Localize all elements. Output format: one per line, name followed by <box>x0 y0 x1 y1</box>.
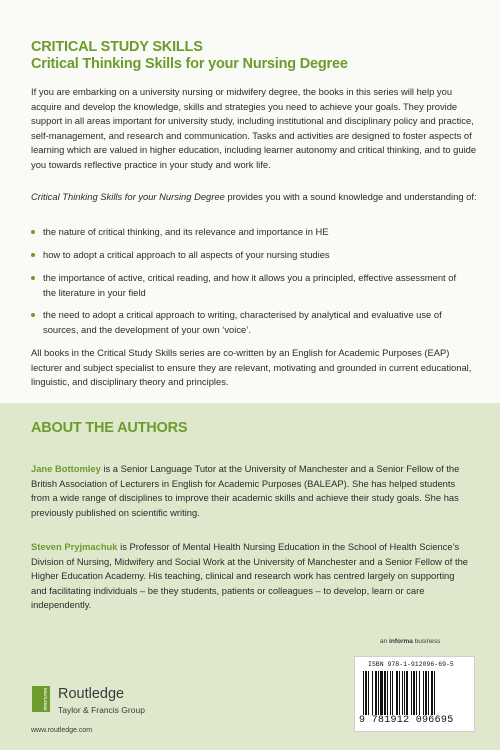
publisher-name: Routledge <box>58 686 125 702</box>
closing-paragraph: All books in the Critical Study Skills series are co-written by an English for Academic Purposes (EAP) lecturer and subject specialist to ensure they are relevant, motivating and grounded in current educational, linguistic, and disciplinary theory and principles. <box>31 347 472 387</box>
bullet-item <box>31 248 471 263</box>
informa-prefix: an <box>380 638 390 645</box>
bullet-item <box>31 308 471 337</box>
publisher-subtitle: Taylor & Francis Group <box>58 705 145 715</box>
about-heading: ABOUT THE AUTHORS <box>31 420 188 436</box>
informa-tagline <box>380 638 440 645</box>
bullet-text: the need to adopt a critical approach to writing, characterised by analytical and evaluative use of sources, and the development of your own ‘voice’. <box>43 309 442 335</box>
publisher-url: www.routledge.com <box>31 727 93 734</box>
informa-brand: informa <box>389 638 413 645</box>
barcode <box>354 656 475 732</box>
informa-suffix: business <box>412 638 441 645</box>
book-title: Critical Thinking Skills for your Nursing Degree <box>31 56 348 72</box>
bullet-text: how to adopt a critical approach to all aspects of your nursing studies <box>43 249 330 260</box>
barcode-bars <box>363 671 466 715</box>
logo-mark-text: ROUTLEDGE <box>43 688 47 711</box>
bullet-icon <box>31 253 35 257</box>
author-bio-text: is Professor of Mental Health Nursing Education in the School of Health Science’s Division of Nursing, Midwifery and Social Work at the University of Manchester and a Senior Fellow of the Higher Education Academy. His teaching, clinical and research work has centred largely on supporting and facilitating individuals – be they students, patients or colleagues – to develop, learn or care independently. <box>31 541 468 610</box>
author-bio-text: is a Senior Language Tutor at the University of Manchester and a Senior Fellow of the British Association of Lecturers in English for Academic Purposes (BALEAP). She has helped students from a wide range of disciplines to improve their academic skills and achieve their study goals. She has previously published on scientific writing. <box>31 463 460 518</box>
barcode-number: 9 781912 096695 <box>359 715 454 726</box>
bullet-item <box>31 271 471 300</box>
isbn-label: ISBN 978-1-912096-69-5 <box>368 661 454 668</box>
provides-rest: provides you with a sound knowledge and understanding of: <box>224 191 477 202</box>
bullet-icon <box>31 230 35 234</box>
bullet-text: the importance of active, critical reading, and how it allows you a principled, effective assessment of the literature in your field <box>43 272 457 298</box>
bullet-icon <box>31 313 35 317</box>
routledge-logo-icon <box>32 686 50 712</box>
intro-paragraph: If you are embarking on a university nursing or midwifery degree, the books in this series will help you acquire and develop the knowledge, skills and strategies you need to achieve your goals. They provide support in all areas important for university study, including institutional and disciplinary policy and practice, self-management, and research and communication. Tasks and activities are designed to foster aspects of learning which are valued in higher education, including learner autonomy and critical thinking, and to guide you towards reflective practice in your study and work life. <box>31 86 477 170</box>
bullet-icon <box>31 276 35 280</box>
bullet-text: the nature of critical thinking, and its relevance and importance in HE <box>43 226 329 237</box>
provides-title: Critical Thinking Skills for your Nursing Degree <box>31 191 225 202</box>
author-bio <box>31 462 471 520</box>
bullet-item <box>31 225 471 240</box>
author-name: Jane Bottomley <box>31 463 101 474</box>
series-title: CRITICAL STUDY SKILLS <box>31 39 203 55</box>
provides-paragraph <box>31 190 479 205</box>
author-bio <box>31 540 471 613</box>
author-name: Steven Pryjmachuk <box>31 541 118 552</box>
